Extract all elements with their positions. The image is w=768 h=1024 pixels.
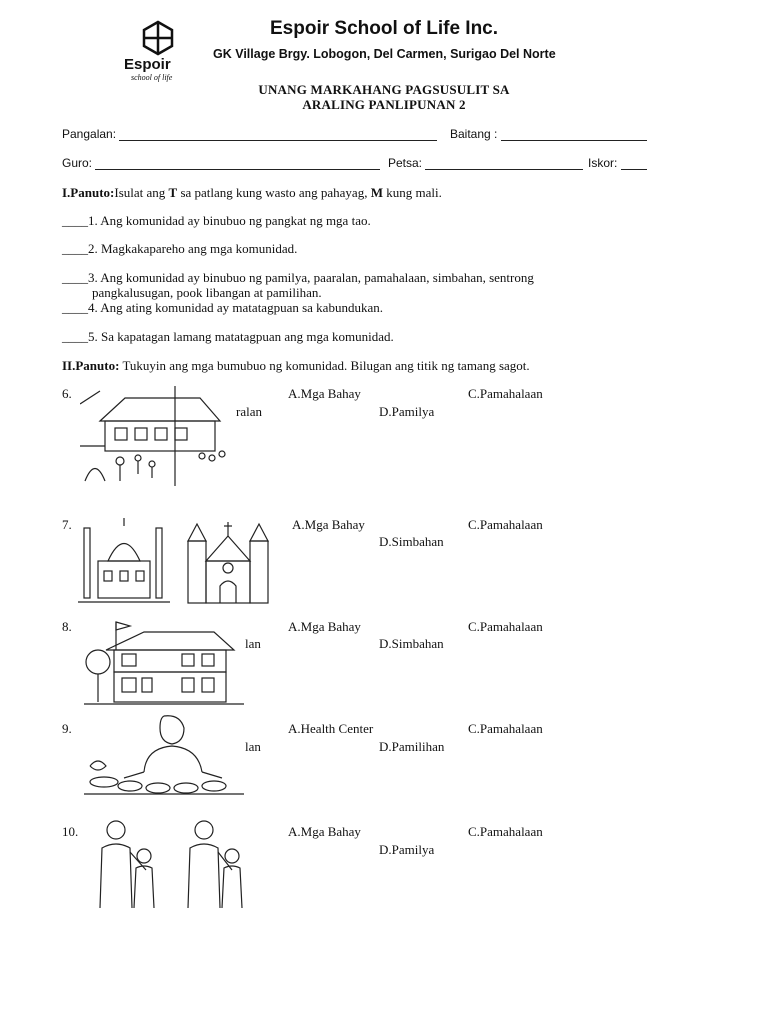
score-blank[interactable] xyxy=(621,157,647,170)
name-field xyxy=(62,127,437,141)
tf-item-2: ____2. Magkakapareho ang mga komunidad. xyxy=(62,241,298,256)
grade-label: Baitang : xyxy=(450,127,498,141)
q8-option-a[interactable]: A.Mga Bahay xyxy=(288,619,361,634)
q7-number: 7. xyxy=(62,517,72,532)
government-building-picture-icon xyxy=(84,620,244,708)
school-address: GK Village Brgy. Lobogon, Del Carmen, Surigao Del Norte xyxy=(213,47,556,61)
school-name: Espoir School of Life Inc. xyxy=(270,18,499,39)
score-label: Iskor: xyxy=(588,156,618,170)
name-blank[interactable] xyxy=(119,128,437,141)
q9-option-a[interactable]: A.Health Center xyxy=(288,721,374,736)
part2-heading: II.Panuto: xyxy=(62,358,120,373)
q8-option-d[interactable]: D.Simbahan xyxy=(379,636,444,651)
score-field xyxy=(588,156,647,170)
false-letter: M xyxy=(370,185,383,200)
q8-option-c[interactable]: C.Pamahalaan xyxy=(468,619,543,634)
q7-option-c[interactable]: C.Pamahalaan xyxy=(468,517,543,532)
school-picture-icon xyxy=(80,386,240,486)
q8-number: 8. xyxy=(62,619,72,634)
q10-number: 10. xyxy=(62,824,79,839)
part1-instructions xyxy=(62,185,442,201)
school-logo-icon xyxy=(140,20,176,56)
q6-option-b-fragment: ralan xyxy=(236,404,262,419)
q6-option-d[interactable]: D.Pamilya xyxy=(379,404,435,419)
logo-tagline: school of life xyxy=(131,73,173,82)
exam-title-line1: UNANG MARKAHANG PAGSUSULIT SA xyxy=(258,82,510,97)
q7-option-d[interactable]: D.Simbahan xyxy=(379,534,444,549)
q10-option-d[interactable]: D.Pamilya xyxy=(379,842,435,857)
teacher-field xyxy=(62,156,380,170)
teacher-label: Guro: xyxy=(62,156,93,170)
part1-text-c: kung mali. xyxy=(383,185,442,200)
date-label: Petsa: xyxy=(388,156,423,170)
church-picture-icon xyxy=(180,516,280,608)
name-label: Pangalan: xyxy=(62,127,117,141)
part1-text-a: Isulat ang xyxy=(114,185,169,200)
grade-field xyxy=(450,127,647,141)
q6-number: 6. xyxy=(62,386,72,401)
tf-item-5: ____5. Sa kapatagan lamang matatagpuan ang mga komunidad. xyxy=(62,329,394,344)
tf-item-4: ____4. Ang ating komunidad ay matatagpuan sa kabundukan. xyxy=(62,300,383,315)
q8-option-b-fragment: lan xyxy=(245,636,261,651)
part2-instructions xyxy=(62,358,530,374)
q9-option-d[interactable]: D.Pamilihan xyxy=(379,739,445,754)
mosque-picture-icon xyxy=(78,516,170,608)
q7-option-a[interactable]: A.Mga Bahay xyxy=(292,517,365,532)
tf-item-3: ____3. Ang komunidad ay binubuo ng pamilya, paaralan, pamahalaan, simbahan, sentrong xyxy=(62,270,534,285)
true-letter: T xyxy=(168,185,178,200)
date-blank[interactable] xyxy=(425,157,583,170)
market-vendor-picture-icon xyxy=(84,712,244,800)
date-field xyxy=(388,156,583,170)
q10-option-c[interactable]: C.Pamahalaan xyxy=(468,824,543,839)
logo-word: Espoir xyxy=(124,56,171,73)
part1-heading: I.Panuto: xyxy=(62,185,115,200)
part2-text: Tukuyin ang mga bumubuo ng komunidad. Bilugan ang titik ng tamang sagot. xyxy=(119,358,530,373)
teacher-blank[interactable] xyxy=(95,157,380,170)
exam-title-line2: ARALING PANLIPUNAN 2 xyxy=(302,97,466,112)
tf-item-3-cont: pangkalusugan, pook libangan at pamilihan. xyxy=(92,285,322,300)
grade-blank[interactable] xyxy=(501,128,647,141)
q6-option-c[interactable]: C.Pamahalaan xyxy=(468,386,543,401)
tf-item-1: ____1. Ang komunidad ay binubuo ng pangkat ng mga tao. xyxy=(62,213,371,228)
part1-text-b: sa patlang kung wasto ang pahayag, xyxy=(177,185,371,200)
q10-option-a[interactable]: A.Mga Bahay xyxy=(288,824,361,839)
q9-option-b-fragment: lan xyxy=(245,739,261,754)
family-picture-icon xyxy=(86,818,262,910)
q9-option-c[interactable]: C.Pamahalaan xyxy=(468,721,543,736)
q9-number: 9. xyxy=(62,721,72,736)
q6-option-a[interactable]: A.Mga Bahay xyxy=(288,386,361,401)
